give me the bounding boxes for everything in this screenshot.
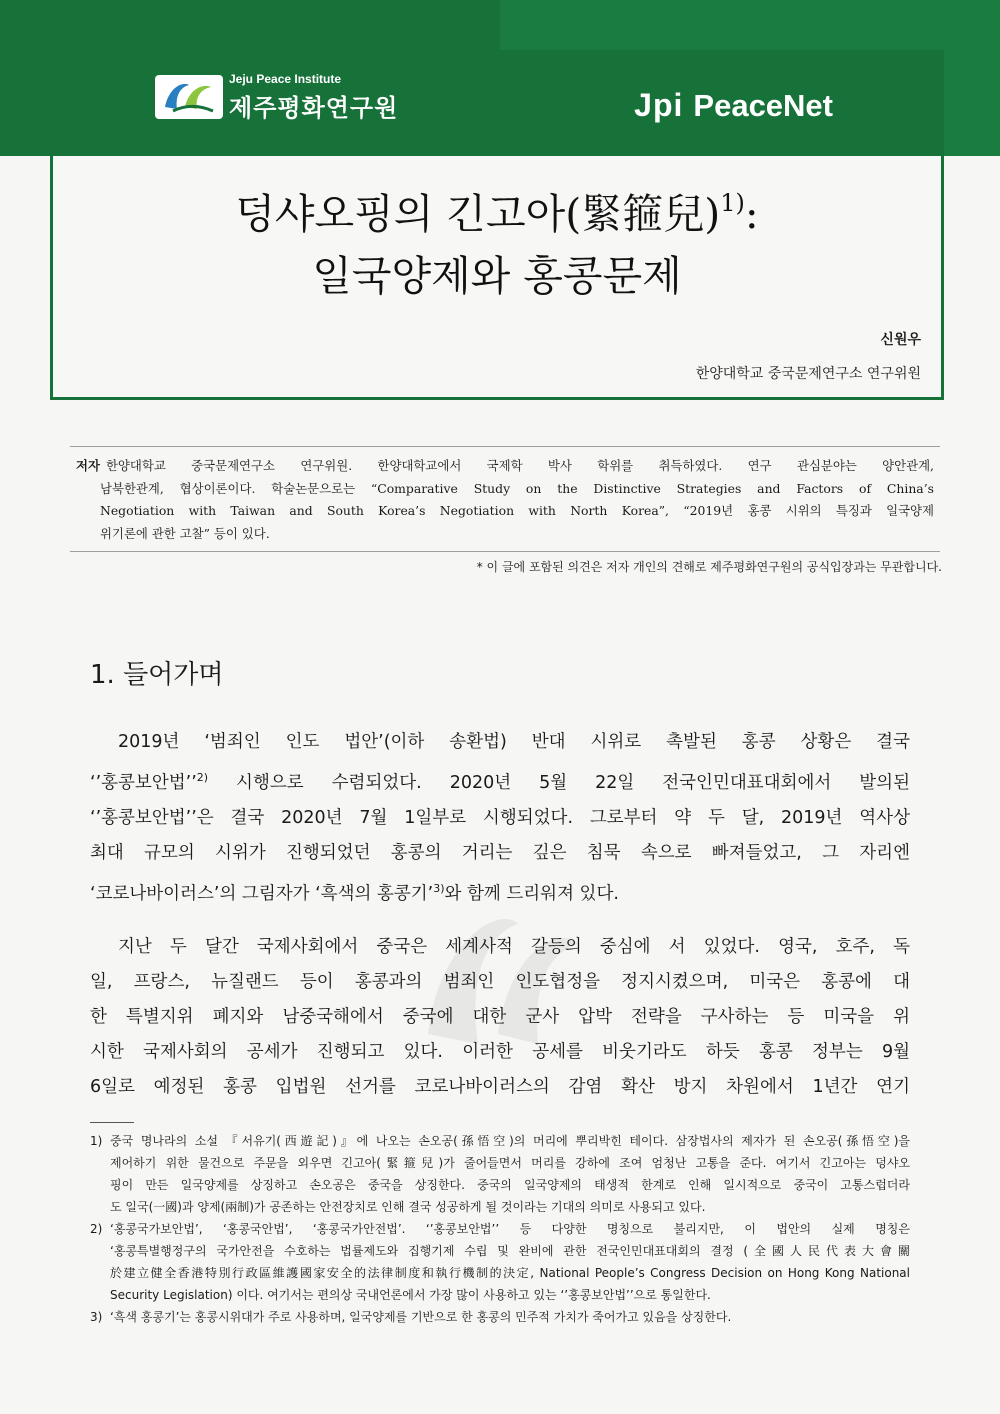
footnote-divider — [90, 1122, 134, 1123]
footnote-ref-2[interactable]: 2) — [196, 771, 209, 784]
disclaimer: * 이 글에 포함된 의견은 저자 개인의 견해로 제주평화연구원의 공식입장과는 무관합니다. — [476, 560, 942, 574]
paragraph-1: 2019년 ‘범죄인 인도 법안’(이하 송환법) 반대 시위로 촉발된 홍콩 상황은 결국 ‘’홍콩보안법’’$^{2)}$ 시행으로 수렴되었다. 2020년 5월 22일 전국인민대표대회에서 발의된 ‘’홍콩보안법’’은 결국 2020년 7월 1일부로 시행되었다. 그로부터 약 두 달, 2019년 역사상 최대 규모의 시위가 진행되었던 홍콩의 거리는 깊은 침묵 속으로 빠져들었고, 그 자리엔 ‘코로나바이러스’의 그림자가 ‘흑색의 홍콩기’$^{3)}$와 함께 드리워져 있다. — [90, 732, 910, 904]
bio-label: 저자 — [76, 458, 100, 473]
logo-english-name: Jeju Peace Institute — [229, 71, 342, 86]
title-line-1: 덩샤오핑의 긴고아(緊箍兒)$^{1)}$: — [235, 189, 759, 238]
footnote-3: 3) ‘흑색 홍콩기’는 홍콩시위대가 주로 사용하며, 일국양제를 기반으로 한 홍콩의 민주적 가치가 죽어가고 있음을 상징한다. — [90, 1310, 732, 1324]
footnote-1: 1) 중국 명나라의 소설 『서유기(西遊記)』에 나오는 손오공(孫悟空)의 머리에 뿌리박힌 테이다. 삼장법사의 제자가 된 손오공(孫悟空)을 제어하기 위한 물건으로 주문을 외우면 긴고아(緊箍兒)가 줄어들면서 머리를 강하에 조여 엄청난 고통을 준다. 여기서 긴고아는 덩샤오 핑이 만든 일국양제를 상징하고 손오공은 중국을 상징한다. 중국의 일국양제의 태생적 한계로 인해 일시적으로 중국이 고통스럽더라 도 일국(一國)과 양제(兩制)가 공존하는 안전장치로 인해 결국 성공하게 될 것이라는 기대의 의미로 사용되고 있다. — [90, 1134, 910, 1214]
document-title — [53, 183, 941, 307]
footnote-ref-3[interactable]: 3) — [433, 881, 445, 895]
jpi-bird-icon — [155, 75, 223, 119]
peacenet-logo — [634, 87, 833, 124]
paragraph-2: 지난 두 달간 국제사회에서 중국은 세계사적 갈등의 중심에 서 있었다. 영국, 호주, 독 일, 프랑스, 뉴질랜드 등이 홍콩과의 범죄인 인도협정을 정지시켰으며, 미국은 홍콩에 대 한 특별지위 폐지와 남중국해에서 중국에 대한 군사 압박 전략을 구사하는 등 미국을 위 시한 국제사회의 공세가 진행되고 있다. 이러한 공세를 비웃기라도 하듯 홍콩 정부는 9월 6일로 예정된 홍콩 입법원 선거를 코로나바이러스의 감염 확산 방지 차원에서 1년간 연기 — [90, 937, 910, 1097]
title-footnote-ref[interactable]: 1) — [720, 189, 745, 217]
section-heading: 1. 들어가며 — [90, 660, 224, 690]
peacenet-name: PeaceNet — [693, 88, 833, 123]
logo-korean-name: 제주평화연구원 — [229, 93, 399, 122]
jeju-peace-institute-logo — [155, 67, 398, 127]
footnotes — [90, 1130, 910, 1328]
footnote-2: 2) ‘홍콩국가보안법’, ‘홍콩국안법’, ‘홍콩국가안전법’. ‘’홍콩보안법’’ 등 다양한 명칭으로 불리지만, 이 법안의 실제 명칭은 ‘홍콩특별행정구의 국가안전을 수호하는 법률제도와 집행기제 수립 및 완비에 관한 전국인민대표대회의 결정 (全國人民代表大會關 於建立健全香港特別行政區維護國家安全的法律制度和執行機制的決定, National People’s Congress Decision on Hong Kong National Security Legislation) 이다. 여기서는 편의상 국내언론에서 가장 많이 사용하고 있는 ‘’홍콩보안법’’으로 통일한다. — [90, 1222, 910, 1302]
title-line-2: 일국양제와 홍콩문제 — [312, 252, 682, 300]
author-bio: 저자 한양대학교 중국문제연구소 연구위원. 한양대학교에서 국제학 박사 학위를 취득하였다. 연구 관심분야는 양안관계, 남북한관계, 협상이론이다. 학술논문으로는 “Comparative Study on the Distinctive Strategies and Factors of China’s Negotiation with Taiwan and South Korea’s Negotiation with North Korea”, “2019년 홍콩 시위의 특징과 일국양제 위기론에 관한 고찰” 등이 있다. — [70, 446, 940, 552]
author-affiliation: 한양대학교 중국문제연구소 연구위원 — [695, 366, 921, 382]
title-box — [50, 50, 944, 400]
peacenet-jpi-mark: Jpi — [634, 87, 684, 123]
author-name: 신원우 — [880, 332, 921, 348]
